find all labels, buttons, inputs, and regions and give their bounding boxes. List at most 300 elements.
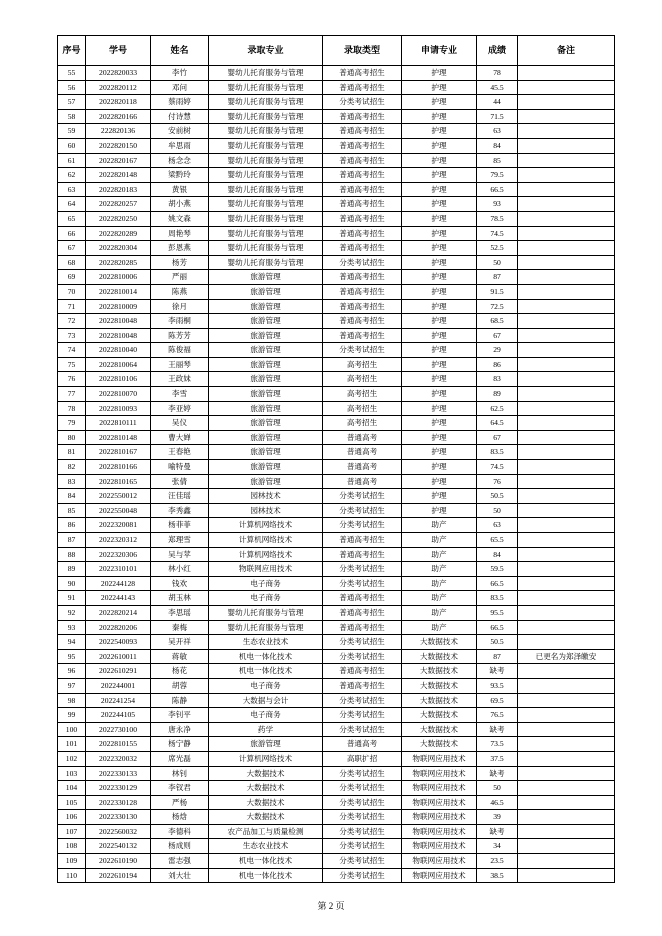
table-cell: 旅游管理 — [209, 737, 323, 752]
table-cell: 68.5 — [477, 314, 518, 329]
table-cell: 2022810148 — [86, 430, 151, 445]
table-row — [58, 576, 615, 591]
table-cell: 2022820150 — [86, 138, 151, 153]
table-cell: 旅游管理 — [209, 343, 323, 358]
table-cell: 物联网应用技术 — [402, 766, 477, 781]
table-cell: 106 — [58, 810, 86, 825]
table-cell: 王政妹 — [151, 372, 209, 387]
table-cell: 李钗君 — [151, 781, 209, 796]
table-cell: 2022820250 — [86, 211, 151, 226]
table-row — [58, 547, 615, 562]
table-cell: 婴幼儿托育服务与管理 — [209, 197, 323, 212]
table-row — [58, 620, 615, 635]
table-cell: 杨焓 — [151, 810, 209, 825]
table-cell: 109 — [58, 854, 86, 869]
table-cell: 62 — [58, 168, 86, 183]
table-cell — [518, 664, 615, 679]
table-cell: 陈俊福 — [151, 343, 209, 358]
table-row — [58, 138, 615, 153]
table-cell: 83 — [58, 474, 86, 489]
table-cell: 高考招生 — [323, 387, 402, 402]
table-cell: 2022810106 — [86, 372, 151, 387]
table-cell: 分类考试招生 — [323, 839, 402, 854]
table-cell: 104 — [58, 781, 86, 796]
table-row — [58, 708, 615, 723]
table-row — [58, 387, 615, 402]
table-cell: 梁黔玲 — [151, 168, 209, 183]
table-cell: 2022550012 — [86, 489, 151, 504]
table-cell: 2022810048 — [86, 314, 151, 329]
table-cell: 85 — [58, 503, 86, 518]
table-cell: 雷志强 — [151, 854, 209, 869]
table-cell: 2022610194 — [86, 868, 151, 883]
table-cell: 吴仪 — [151, 416, 209, 431]
table-cell: 护理 — [402, 270, 477, 285]
table-cell: 74 — [58, 343, 86, 358]
table-cell: 物联网应用技术 — [209, 562, 323, 577]
table-cell: 物联网应用技术 — [402, 854, 477, 869]
table-cell: 徐月 — [151, 299, 209, 314]
table-cell: 蒋敏 — [151, 649, 209, 664]
table-cell: 婴幼儿托育服务与管理 — [209, 182, 323, 197]
table-cell: 胡玉林 — [151, 591, 209, 606]
table-cell: 婴幼儿托育服务与管理 — [209, 95, 323, 110]
column-header-2: 学号 — [86, 36, 151, 66]
table-cell: 大数据技术 — [402, 737, 477, 752]
table-row — [58, 401, 615, 416]
table-row — [58, 241, 615, 256]
table-cell: 66.5 — [477, 620, 518, 635]
table-cell — [518, 343, 615, 358]
table-cell — [518, 562, 615, 577]
table-cell: 计算机网络技术 — [209, 547, 323, 562]
table-cell: 78.5 — [477, 211, 518, 226]
table-cell: 旅游管理 — [209, 270, 323, 285]
table-cell: 普通高考 — [323, 430, 402, 445]
table-cell: 89 — [477, 387, 518, 402]
table-cell: 李思瑶 — [151, 605, 209, 620]
table-cell: 85 — [477, 153, 518, 168]
table-cell: 2022820214 — [86, 605, 151, 620]
table-row — [58, 533, 615, 548]
table-cell: 202244128 — [86, 576, 151, 591]
page-number: 第 2 页 — [317, 901, 345, 911]
table-cell — [518, 387, 615, 402]
table-cell: 202241254 — [86, 693, 151, 708]
table-cell: 83.5 — [477, 445, 518, 460]
table-cell: 61 — [58, 153, 86, 168]
table-cell: 王丽琴 — [151, 357, 209, 372]
table-cell — [518, 737, 615, 752]
table-cell: 2022810166 — [86, 460, 151, 475]
table-row — [58, 503, 615, 518]
table-cell: 物联网应用技术 — [402, 868, 477, 883]
table-cell: 机电一体化技术 — [209, 868, 323, 883]
table-cell — [518, 722, 615, 737]
table-row — [58, 445, 615, 460]
table-cell — [518, 416, 615, 431]
table-cell: 护理 — [402, 168, 477, 183]
table-cell: 91 — [58, 591, 86, 606]
table-cell: 67 — [477, 328, 518, 343]
table-cell — [518, 314, 615, 329]
table-cell: 2022330133 — [86, 766, 151, 781]
table-cell: 杨念念 — [151, 153, 209, 168]
table-cell: 旅游管理 — [209, 357, 323, 372]
table-cell: 97 — [58, 678, 86, 693]
table-cell: 分类考试招生 — [323, 649, 402, 664]
table-cell: 喻特曼 — [151, 460, 209, 475]
table-cell: 202244143 — [86, 591, 151, 606]
table-cell: 74.5 — [477, 460, 518, 475]
table-cell: 2022610190 — [86, 854, 151, 869]
table-cell: 89 — [58, 562, 86, 577]
table-cell: 已更名为郑泽皦安 — [518, 649, 615, 664]
table-cell: 农产品加工与质量检测 — [209, 824, 323, 839]
table-cell: 88 — [58, 547, 86, 562]
table-cell — [518, 503, 615, 518]
table-cell — [518, 109, 615, 124]
table-cell: 94 — [58, 635, 86, 650]
table-cell: 普通高考招生 — [323, 226, 402, 241]
table-cell: 普通高考招生 — [323, 591, 402, 606]
table-row — [58, 299, 615, 314]
table-cell: 护理 — [402, 80, 477, 95]
table-cell: 分类考试招生 — [323, 518, 402, 533]
table-row — [58, 664, 615, 679]
table-cell: 分类考试招生 — [323, 576, 402, 591]
table-cell — [518, 95, 615, 110]
table-cell: 林钊 — [151, 766, 209, 781]
table-row — [58, 693, 615, 708]
table-cell: 大数据与会计 — [209, 693, 323, 708]
table-cell: 大数据技术 — [402, 664, 477, 679]
table-cell — [518, 124, 615, 139]
table-cell: 23.5 — [477, 854, 518, 869]
table-cell — [518, 474, 615, 489]
table-cell: 2022810048 — [86, 328, 151, 343]
table-cell: 100 — [58, 722, 86, 737]
table-cell: 护理 — [402, 124, 477, 139]
table-row — [58, 109, 615, 124]
table-cell: 2022820183 — [86, 182, 151, 197]
table-cell: 75 — [58, 357, 86, 372]
table-cell: 81 — [58, 445, 86, 460]
table-cell: 37.5 — [477, 751, 518, 766]
table-cell: 李竹 — [151, 66, 209, 81]
table-cell: 高考招生 — [323, 357, 402, 372]
table-cell: 钱欢 — [151, 576, 209, 591]
table-cell: 普通高考招生 — [323, 211, 402, 226]
table-cell: 旅游管理 — [209, 314, 323, 329]
table-row — [58, 766, 615, 781]
table-cell: 66 — [58, 226, 86, 241]
table-cell — [518, 591, 615, 606]
table-cell: 严杨 — [151, 795, 209, 810]
table-cell: 护理 — [402, 357, 477, 372]
table-cell: 婴幼儿托育服务与管理 — [209, 66, 323, 81]
table-row — [58, 562, 615, 577]
table-cell: 2022320081 — [86, 518, 151, 533]
table-cell: 66.5 — [477, 182, 518, 197]
table-cell: 旅游管理 — [209, 387, 323, 402]
table-cell: 57 — [58, 95, 86, 110]
table-cell: 旅游管理 — [209, 299, 323, 314]
table-body — [58, 66, 615, 883]
table-cell: 助产 — [402, 562, 477, 577]
table-cell: 2022810165 — [86, 474, 151, 489]
table-row — [58, 810, 615, 825]
table-cell: 缺考 — [477, 664, 518, 679]
table-cell: 机电一体化技术 — [209, 854, 323, 869]
table-row — [58, 839, 615, 854]
table-cell: 护理 — [402, 299, 477, 314]
table-cell: 65.5 — [477, 533, 518, 548]
table-cell: 周艳琴 — [151, 226, 209, 241]
table-cell: 96 — [58, 664, 86, 679]
table-row — [58, 168, 615, 183]
table-cell: 79.5 — [477, 168, 518, 183]
table-cell: 99 — [58, 708, 86, 723]
table-cell: 2022820167 — [86, 153, 151, 168]
table-cell: 大数据技术 — [402, 708, 477, 723]
table-cell: 34 — [477, 839, 518, 854]
table-cell: 李德科 — [151, 824, 209, 839]
table-cell — [518, 795, 615, 810]
table-cell: 助产 — [402, 591, 477, 606]
table-cell: 91.5 — [477, 284, 518, 299]
table-cell: 2022320312 — [86, 533, 151, 548]
table-cell: 分类考试招生 — [323, 868, 402, 883]
table-cell — [518, 620, 615, 635]
table-row — [58, 489, 615, 504]
table-cell: 牟思雨 — [151, 138, 209, 153]
table-cell: 71.5 — [477, 109, 518, 124]
table-cell — [518, 197, 615, 212]
table-cell: 普通高考招生 — [323, 80, 402, 95]
table-row — [58, 270, 615, 285]
table-cell: 分类考试招生 — [323, 766, 402, 781]
table-cell: 郑理雪 — [151, 533, 209, 548]
table-cell: 婴幼儿托育服务与管理 — [209, 211, 323, 226]
table-cell: 93 — [58, 620, 86, 635]
admissions-table — [57, 35, 615, 883]
table-cell: 护理 — [402, 66, 477, 81]
table-cell: 2022310101 — [86, 562, 151, 577]
table-cell: 席光磊 — [151, 751, 209, 766]
table-cell: 2022820285 — [86, 255, 151, 270]
table-cell — [518, 284, 615, 299]
table-cell: 2022540093 — [86, 635, 151, 650]
table-cell: 2022730100 — [86, 722, 151, 737]
table-row — [58, 824, 615, 839]
table-cell: 69 — [58, 270, 86, 285]
table-cell: 旅游管理 — [209, 284, 323, 299]
table-cell — [518, 211, 615, 226]
table-cell: 护理 — [402, 430, 477, 445]
column-header-8: 备注 — [518, 36, 615, 66]
table-cell: 陈静 — [151, 693, 209, 708]
table-cell: 李亚婷 — [151, 401, 209, 416]
table-cell: 2022810064 — [86, 357, 151, 372]
table-cell: 29 — [477, 343, 518, 358]
table-cell: 物联网应用技术 — [402, 824, 477, 839]
table-cell — [518, 299, 615, 314]
table-row — [58, 314, 615, 329]
table-cell: 2022550048 — [86, 503, 151, 518]
table-cell — [518, 518, 615, 533]
table-cell — [518, 635, 615, 650]
table-cell: 护理 — [402, 489, 477, 504]
table-cell: 63 — [477, 518, 518, 533]
table-cell: 护理 — [402, 474, 477, 489]
table-cell: 202244105 — [86, 708, 151, 723]
column-header-1: 序号 — [58, 36, 86, 66]
table-cell: 婴幼儿托育服务与管理 — [209, 168, 323, 183]
table-cell: 唐永净 — [151, 722, 209, 737]
table-cell: 2022330130 — [86, 810, 151, 825]
table-cell: 普通高考招生 — [323, 270, 402, 285]
table-cell: 73.5 — [477, 737, 518, 752]
table-cell: 普通高考 — [323, 474, 402, 489]
table-cell — [518, 80, 615, 95]
table-cell: 普通高考招生 — [323, 299, 402, 314]
table-cell: 2022560032 — [86, 824, 151, 839]
table-cell: 园林技术 — [209, 489, 323, 504]
table-cell: 普通高考招生 — [323, 678, 402, 693]
table-cell: 73 — [58, 328, 86, 343]
table-cell: 付诗慧 — [151, 109, 209, 124]
table-cell: 102 — [58, 751, 86, 766]
table-cell — [518, 839, 615, 854]
table-cell — [518, 533, 615, 548]
table-cell: 护理 — [402, 241, 477, 256]
table-cell: 64.5 — [477, 416, 518, 431]
table-cell: 78 — [477, 66, 518, 81]
table-cell: 李雪 — [151, 387, 209, 402]
table-cell: 护理 — [402, 138, 477, 153]
table-cell: 83 — [477, 372, 518, 387]
table-cell: 93.5 — [477, 678, 518, 693]
table-row — [58, 460, 615, 475]
table-cell — [518, 372, 615, 387]
table-cell: 普通高考招生 — [323, 605, 402, 620]
table-cell: 普通高考招生 — [323, 109, 402, 124]
table-cell: 林小红 — [151, 562, 209, 577]
table-cell — [518, 854, 615, 869]
table-cell: 大数据技术 — [209, 795, 323, 810]
table-cell: 202244001 — [86, 678, 151, 693]
table-cell: 38.5 — [477, 868, 518, 883]
table-cell: 普通高考 — [323, 460, 402, 475]
table-cell: 50 — [477, 255, 518, 270]
table-row — [58, 635, 615, 650]
table-cell: 普通高考招生 — [323, 547, 402, 562]
table-cell: 83.5 — [477, 591, 518, 606]
table-cell: 计算机网络技术 — [209, 751, 323, 766]
table-cell: 分类考试招生 — [323, 708, 402, 723]
table-row — [58, 226, 615, 241]
table-cell: 汪佳瑶 — [151, 489, 209, 504]
table-cell: 46.5 — [477, 795, 518, 810]
table-cell: 普通高考 — [323, 737, 402, 752]
table-cell: 蔡雨婷 — [151, 95, 209, 110]
table-cell: 护理 — [402, 255, 477, 270]
table-cell: 56 — [58, 80, 86, 95]
table-cell: 机电一体化技术 — [209, 664, 323, 679]
table-cell: 大数据技术 — [209, 810, 323, 825]
table-row — [58, 416, 615, 431]
table-row — [58, 255, 615, 270]
table-row — [58, 284, 615, 299]
table-cell: 44 — [477, 95, 518, 110]
table-cell — [518, 445, 615, 460]
table-cell: 2022810167 — [86, 445, 151, 460]
table-cell: 杨成则 — [151, 839, 209, 854]
table-cell: 2022610011 — [86, 649, 151, 664]
column-header-7: 成绩 — [477, 36, 518, 66]
table-cell — [518, 693, 615, 708]
table-cell: 72 — [58, 314, 86, 329]
table-cell: 婴幼儿托育服务与管理 — [209, 226, 323, 241]
table-cell: 67 — [477, 430, 518, 445]
table-cell: 缺考 — [477, 766, 518, 781]
table-cell: 分类考试招生 — [323, 781, 402, 796]
table-cell: 222820136 — [86, 124, 151, 139]
table-cell: 2022610291 — [86, 664, 151, 679]
table-cell: 77 — [58, 387, 86, 402]
table-cell: 护理 — [402, 445, 477, 460]
table-cell: 护理 — [402, 460, 477, 475]
table-cell: 101 — [58, 737, 86, 752]
table-cell: 67 — [58, 241, 86, 256]
header-row — [58, 36, 615, 66]
table-row — [58, 357, 615, 372]
table-cell: 婴幼儿托育服务与管理 — [209, 80, 323, 95]
table-cell: 护理 — [402, 314, 477, 329]
table-cell: 86 — [477, 357, 518, 372]
table-row — [58, 372, 615, 387]
table-cell: 59.5 — [477, 562, 518, 577]
table-cell: 高考招生 — [323, 372, 402, 387]
table-row — [58, 678, 615, 693]
table-row — [58, 751, 615, 766]
table-cell: 电子商务 — [209, 591, 323, 606]
table-row — [58, 182, 615, 197]
table-cell — [518, 751, 615, 766]
table-cell — [518, 460, 615, 475]
table-cell — [518, 270, 615, 285]
table-cell: 彭恩燕 — [151, 241, 209, 256]
table-cell: 杨菲菲 — [151, 518, 209, 533]
table-cell: 电子商务 — [209, 678, 323, 693]
table-cell: 普通高考招生 — [323, 138, 402, 153]
table-cell: 护理 — [402, 401, 477, 416]
table-header — [58, 36, 615, 66]
table-cell: 婴幼儿托育服务与管理 — [209, 138, 323, 153]
table-cell: 71 — [58, 299, 86, 314]
column-header-4: 录取专业 — [209, 36, 323, 66]
table-cell: 2022820304 — [86, 241, 151, 256]
table-cell: 助产 — [402, 605, 477, 620]
table-cell: 刘大壮 — [151, 868, 209, 883]
table-cell: 2022810014 — [86, 284, 151, 299]
table-cell: 高考招生 — [323, 401, 402, 416]
table-cell: 计算机网络技术 — [209, 533, 323, 548]
table-cell: 74.5 — [477, 226, 518, 241]
table-cell: 分类考试招生 — [323, 722, 402, 737]
table-cell — [518, 766, 615, 781]
